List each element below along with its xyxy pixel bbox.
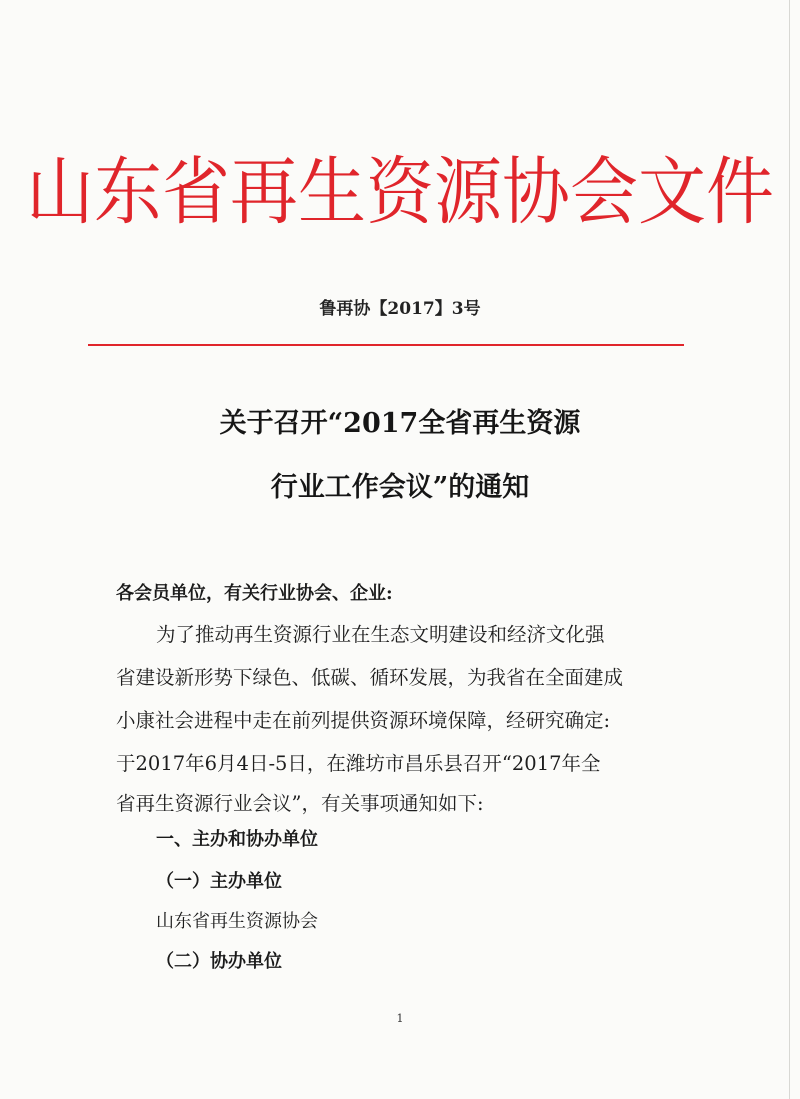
notice-title-line-1: 关于召开“2017全省再生资源 bbox=[219, 408, 581, 439]
section-heading-1: 一、主办和协办单位 bbox=[156, 829, 318, 850]
document-number: 鲁再协【2017】3号 bbox=[319, 299, 481, 319]
paragraph-line: 为了推动再生资源行业在生态文明建设和经济文化强 bbox=[156, 623, 605, 646]
header-divider bbox=[88, 344, 684, 346]
paragraph-line: 省建设新形势下绿色、低碳、循环发展，为我省在全面建成 bbox=[116, 666, 624, 689]
subsection-heading-1: （一）主办单位 bbox=[156, 871, 282, 892]
paragraph-line: 省再生资源行业会议”，有关事项通知如下: bbox=[116, 792, 484, 815]
notice-title-line-2: 行业工作会议”的通知 bbox=[270, 472, 530, 503]
salutation: 各会员单位，有关行业协会、企业: bbox=[116, 583, 393, 604]
subsection-heading-2: （二）协办单位 bbox=[156, 951, 282, 972]
subsection-content-1: 山东省再生资源协会 bbox=[156, 911, 318, 932]
page-number: 1 bbox=[396, 1012, 404, 1025]
paragraph-line: 于2017年6月4日-5日，在潍坊市昌乐县召开“2017年全 bbox=[116, 752, 601, 775]
document-header-title: 山东省再生资源协会文件 bbox=[25, 149, 774, 236]
paragraph-line: 小康社会进程中走在前列提供资源环境保障，经研究确定: bbox=[116, 709, 611, 732]
